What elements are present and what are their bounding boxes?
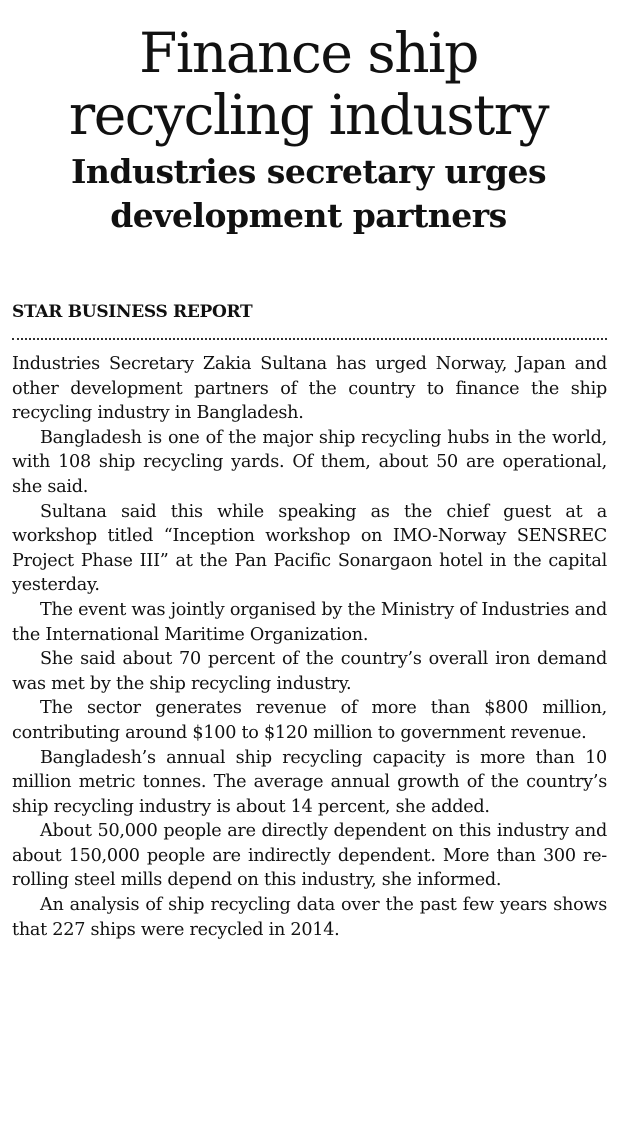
article-body — [12, 352, 607, 942]
body-paragraph: Sultana said this while speaking as the chief guest at a workshop titled “Inception workshop on IMO-Norway SENSREC Project Phase III” at the Pan Pacific Sonargaon hotel in the capital yesterday. — [12, 501, 607, 596]
body-paragraph: Bangladesh’s annual ship recycling capacity is more than 10 million metric tonnes. The average annual growth of the country’s ship recycling industry is about 14 percent, she added. — [12, 747, 607, 817]
body-paragraph: Bangladesh is one of the major ship recycling hubs in the world, with 108 ship recycling yards. Of them, about 50 are operational, she said. — [12, 427, 607, 497]
headline — [0, 0, 617, 146]
body-paragraph: The sector generates revenue of more than $800 million, contributing around $100 to $120 million to government revenue. — [12, 698, 607, 743]
headline-line-2: recycling industry — [68, 83, 549, 147]
subheadline-line-1: Industries secretary urges — [70, 152, 547, 191]
subheadline — [0, 150, 617, 238]
body-paragraph: About 50,000 people are directly dependent on this industry and about 150,000 people are indirectly dependent. More than 300 re-rolling steel mills depend on this industry, she informed. — [12, 821, 607, 891]
byline: STAR BUSINESS REPORT — [12, 302, 253, 322]
subheadline-line-2: development partners — [110, 196, 507, 235]
headline-line-1: Finance ship — [139, 21, 478, 85]
body-paragraph: An analysis of ship recycling data over the past few years shows that 227 ships were recycled in 2014. — [12, 895, 607, 940]
body-paragraph: The event was jointly organised by the Ministry of Industries and the International Maritime Organization. — [12, 599, 607, 645]
body-paragraph: She said about 70 percent of the country’s overall iron demand was met by the ship recycling industry. — [12, 649, 607, 694]
body-paragraph: Industries Secretary Zakia Sultana has urged Norway, Japan and other development partners of the country to finance the ship recycling industry in Bangladesh. — [12, 354, 607, 424]
dotted-divider — [12, 338, 607, 340]
